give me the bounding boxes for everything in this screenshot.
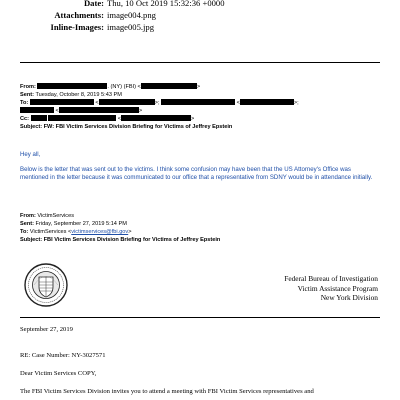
fwd2-subject-line [20,236,380,244]
letter-re-line: RE: Case Number: NY-3027571 [20,352,106,359]
fwd2-sent-value: Friday, September 27, 2019 5:14 PM [35,221,127,227]
fwd1-cc-label: Cc: [20,116,30,122]
header-attachments-value[interactable]: image004.png [107,10,156,20]
fwd1-subject-label: Subject: [20,124,43,130]
redaction-bar [48,115,116,121]
fwd1-sent-line [20,91,388,99]
header-attachments-row [0,9,225,21]
redaction-bar [59,107,139,113]
fwd1-cc-line: Cc: < > [20,116,195,122]
header-attachments-label: Attachments: [54,10,104,20]
fwd1-subject-value: FW: FBI Victim Services Division Briefing for Victims of Jeffrey Epstein [43,124,233,130]
header-date-label: Date: [83,0,104,8]
fwd1-from-label: From: [20,84,36,90]
fwd2-subject-label: Subject: [20,237,43,243]
header-inline-images-value[interactable]: image005.jpg [107,22,155,32]
redaction-bar [141,83,197,89]
email-headers [0,0,225,33]
fwd2-from-line [20,212,380,220]
email-body [20,151,380,189]
redaction-bar [31,115,47,121]
fwd1-sent-value: Tuesday, October 8, 2019 5:43 PM [35,92,122,98]
redaction-bar [37,83,107,89]
letterhead-divider [20,317,380,318]
fwd2-to-email-link[interactable]: victimservices@fbi.gov [71,229,129,235]
body-paragraph: Below is the letter that was sent out to the victims. I think some confusion may have been that the US Attorney's Office was mentioned in the letter because it was communicated to our office that a representative from SDNY would be in attendance initially. [20,165,373,181]
fwd1-to-line: To: < >; < >; [20,100,299,106]
fwd2-subject-value: FBI Victim Services Division Briefing for Victims of Jeffrey Epstein [43,237,221,243]
redaction-bar [161,99,235,105]
fwd1-to-label: To: [20,100,29,106]
fwd1-to-line-2: < > [20,107,388,115]
letter-content [20,325,395,396]
letter-salutation: Dear Victim Services COPY, [20,370,97,377]
redaction-bar [30,99,94,105]
fbi-seal-icon [24,263,68,307]
header-date-row [0,0,225,9]
forward-header-1 [20,83,388,131]
header-inline-images-label: Inline-Images: [50,22,104,32]
redaction-bar [240,99,294,105]
letter-date: September 27, 2019 [20,326,73,333]
letter-first-line: The FBI Victim Services Division invites you to attend a meeting with FBI Victim Services representatives and [20,388,314,395]
fwd1-from-line [20,83,388,91]
fwd1-sent-label: Sent: [20,92,34,98]
redaction-bar [99,99,155,105]
header-divider [20,62,380,63]
fwd2-to-name: VictimServices < [29,229,72,235]
org-line-division: New York Division [320,293,378,303]
fwd2-to-line [20,228,380,236]
fwd2-to-label: To: [20,229,29,235]
forward-header-2 [20,212,380,244]
org-line-program: Victim Assistance Program [297,283,378,293]
office-address [284,274,378,303]
org-line-bureau: Federal Bureau of Investigation [284,274,378,283]
fwd2-sent-line [20,220,380,228]
fwd1-subject-line [20,123,388,131]
redaction-bar [121,115,191,121]
redaction-bar [20,107,54,113]
fwd1-from-tail: > [196,84,201,90]
header-inline-images-row [0,21,225,33]
fwd1-from-middle: . (NY) (FBI) < [107,84,141,90]
body-greeting: Hey all, [20,151,41,158]
header-date-value: Thu, 10 Oct 2019 15:32:36 +0000 [107,0,225,8]
fwd2-sent-label: Sent: [20,221,34,227]
fwd2-to-close: > [128,229,132,235]
fwd2-from-label: From: [20,213,36,219]
fwd2-from-value: VictimServices [37,213,74,219]
